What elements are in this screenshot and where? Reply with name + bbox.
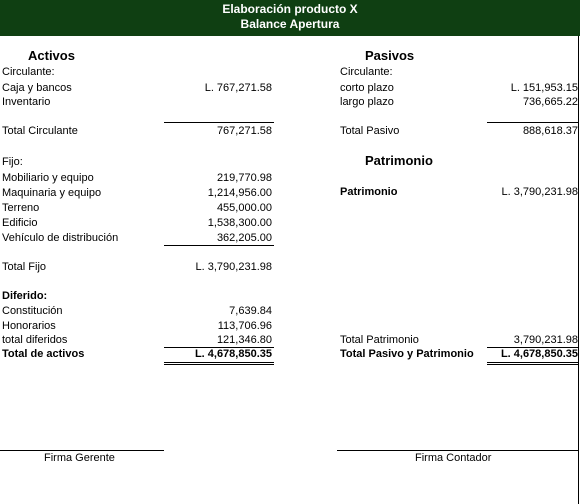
row-label-mobiliario: Mobiliario y equipo xyxy=(2,172,94,184)
signature-label-gerente: Firma Gerente xyxy=(44,452,115,464)
row-label-total-diferidos: total diferidos xyxy=(2,334,68,346)
row-value-edificio: 1,538,300.00 xyxy=(207,217,272,229)
total-pasivo-label: Total Pasivo xyxy=(340,125,400,137)
row-label-honorarios: Honorarios xyxy=(2,320,56,332)
row-label-edificio: Edificio xyxy=(2,217,38,229)
total-fijo-value: L. 3,790,231.98 xyxy=(195,261,272,273)
signature-line-gerente xyxy=(0,450,164,451)
total-pasivo-value: 888,618.37 xyxy=(522,125,578,137)
row-value-patrimonio: L. 3,790,231.98 xyxy=(501,186,578,198)
row-label-constitucion: Constitución xyxy=(2,305,63,317)
underline-fijo xyxy=(164,245,274,246)
total-patrimonio-value: 3,790,231.98 xyxy=(513,334,578,346)
row-label-maquinaria: Maquinaria y equipo xyxy=(2,187,102,199)
row-value-largo-plazo: 736,665.22 xyxy=(522,96,578,108)
row-label-inventario: Inventario xyxy=(2,96,51,108)
double-underline-activos-1 xyxy=(164,362,274,363)
underline-circulante xyxy=(164,122,274,123)
total-pasivo-patrimonio-label: Total Pasivo y Patrimonio xyxy=(340,348,474,360)
signature-label-contador: Firma Contador xyxy=(415,452,492,464)
row-value-corto-plazo: L. 151,953.15 xyxy=(510,82,578,94)
total-patrimonio-label: Total Patrimonio xyxy=(340,334,419,346)
activos-diferido-label: Diferido: xyxy=(2,290,48,302)
title-banner xyxy=(0,0,580,36)
row-label-caja: Caja y bancos xyxy=(2,82,72,94)
total-activos-value: L. 4,678,850.35 xyxy=(194,348,272,360)
double-underline-activos-2 xyxy=(164,364,274,365)
activos-circulante-label: Circulante: xyxy=(2,66,55,78)
total-activos-label: Total de activos xyxy=(2,348,85,360)
row-value-vehiculo: 362,205.00 xyxy=(216,232,272,244)
row-value-maquinaria: 1,214,956.00 xyxy=(207,187,272,199)
activos-fijo-label: Fijo: xyxy=(2,156,23,168)
double-underline-pyp-1 xyxy=(487,362,578,363)
total-fijo-label: Total Fijo xyxy=(2,261,47,273)
underline-pasivo xyxy=(487,122,578,123)
row-value-honorarios: 113,706.96 xyxy=(217,320,272,332)
row-value-terreno: 455,000.00 xyxy=(216,202,272,214)
row-label-corto-plazo: corto plazo xyxy=(340,82,394,94)
row-label-terreno: Terreno xyxy=(2,202,40,214)
row-value-total-diferidos: 121,346.80 xyxy=(216,334,272,346)
patrimonio-heading: Patrimonio xyxy=(365,153,433,168)
double-underline-pyp-2 xyxy=(487,364,578,365)
total-circulante-value: 767,271.58 xyxy=(216,125,272,137)
pasivos-heading: Pasivos xyxy=(365,48,415,63)
activos-heading: Activos xyxy=(28,48,75,63)
report-title: Balance Apertura xyxy=(240,17,340,31)
row-value-caja: L. 767,271.58 xyxy=(204,82,272,94)
total-pasivo-patrimonio-value: L. 4,678,850.35 xyxy=(500,348,578,360)
pasivos-circulante-label: Circulante: xyxy=(340,66,393,78)
row-value-mobiliario: 219,770.98 xyxy=(216,172,272,184)
right-border xyxy=(578,36,579,504)
total-circulante-label: Total Circulante xyxy=(2,125,78,137)
signature-line-contador xyxy=(337,450,578,451)
row-value-constitucion: 7,639.84 xyxy=(229,305,272,317)
row-label-vehiculo: Vehículo de distribución xyxy=(2,232,119,244)
company-title: Elaboración producto X xyxy=(222,2,358,16)
row-label-largo-plazo: largo plazo xyxy=(340,96,394,108)
row-label-patrimonio: Patrimonio xyxy=(340,186,398,198)
